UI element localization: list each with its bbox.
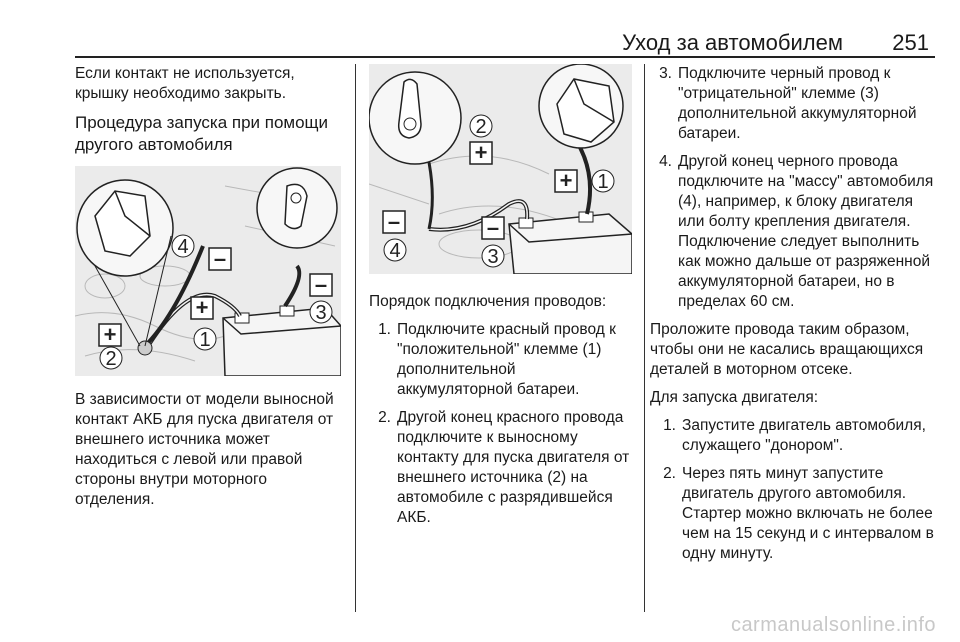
- intro-paragraph: Если контакт не используется, крышку необходимо закрыть.: [75, 65, 295, 102]
- header-rule: [75, 56, 935, 58]
- jump-start-illustration-2: [369, 64, 632, 274]
- column-2: [369, 64, 632, 536]
- column-divider-1: [355, 64, 356, 612]
- engine-start-title: Для запуска двигателя:: [650, 389, 819, 406]
- fig1-minus-sign-a: –: [213, 246, 227, 271]
- fig2-label-4: 4: [389, 240, 401, 262]
- list-item: 1. Подключите красный провод к "положительной" клемме (1) дополнительной аккумуляторной батареи.: [378, 321, 616, 398]
- fig2-label-2: 2: [475, 116, 487, 138]
- list-item: 3. Подключите черный провод к "отрицательной" клемме (3) дополнительной аккумуляторной батареи.: [659, 65, 917, 142]
- fig1-label-4: 4: [177, 236, 189, 258]
- list-item: 4. Другой конец черного провода подключите на "массу" автомобиля (4), например, к блоку двигателя или болту крепления двигателя. Подключение следует выполнить как можно дальше от разряженной аккумуляторной батареи, но в пределах 60 см.: [659, 153, 934, 310]
- fig2-label-1: 1: [597, 171, 609, 193]
- engine-start-steps: [650, 416, 934, 564]
- fig2-plus-sign-a: +: [474, 140, 488, 165]
- cable-routing-paragraph: Проложите провода таким образом, чтобы они не касались вращающихся деталей в моторном отсеке.: [650, 321, 924, 378]
- fig2-minus-sign-b: –: [486, 215, 500, 240]
- fig1-plus-sign-b: +: [103, 322, 117, 347]
- fig1-minus-sign-b: –: [314, 272, 328, 297]
- connection-order-title: Порядок подключения проводов:: [369, 293, 607, 310]
- page-number: 251: [892, 30, 929, 55]
- location-paragraph: В зависимости от модели выносной контакт АКБ для пуска двигателя от внешнего источника может находиться с левой или правой стороны внутри моторного отделения.: [75, 391, 334, 508]
- watermark: carmanualsonline.info: [730, 614, 936, 636]
- list-item: 1. Запустите двигатель автомобиля, служащего "донором".: [663, 417, 926, 454]
- list-item: 2. Другой конец красного провода подключите к выносному контакту для пуска двигателя от внешнего источника (2) на автомобиле с разрядившейся АКБ.: [378, 409, 630, 526]
- fig1-label-3: 3: [315, 302, 327, 324]
- section-heading: Процедура запуска при помощи другого автомобиля: [75, 113, 329, 154]
- list-item: 2. Через пять минут запустите двигатель другого автомобиля. Стартер можно включать не более чем на 15 секунд и с интервалом в одну минуту.: [663, 465, 934, 562]
- fig2-minus-sign-a: –: [387, 209, 401, 234]
- fig1-label-1: 1: [199, 329, 211, 351]
- column-1: [75, 64, 345, 518]
- fig2-plus-sign-b: +: [559, 168, 573, 193]
- jump-start-illustration-1: [75, 166, 341, 376]
- connection-steps-1-2: [369, 320, 632, 528]
- connection-steps-3-4: [650, 64, 934, 312]
- page-header: [75, 28, 935, 56]
- page-title: Уход за автомобилем: [622, 30, 843, 55]
- column-3: [650, 64, 934, 572]
- fig1-label-2: 2: [105, 348, 117, 370]
- fig2-label-3: 3: [487, 246, 499, 268]
- fig1-plus-sign-a: +: [195, 295, 209, 320]
- column-divider-2: [644, 64, 645, 612]
